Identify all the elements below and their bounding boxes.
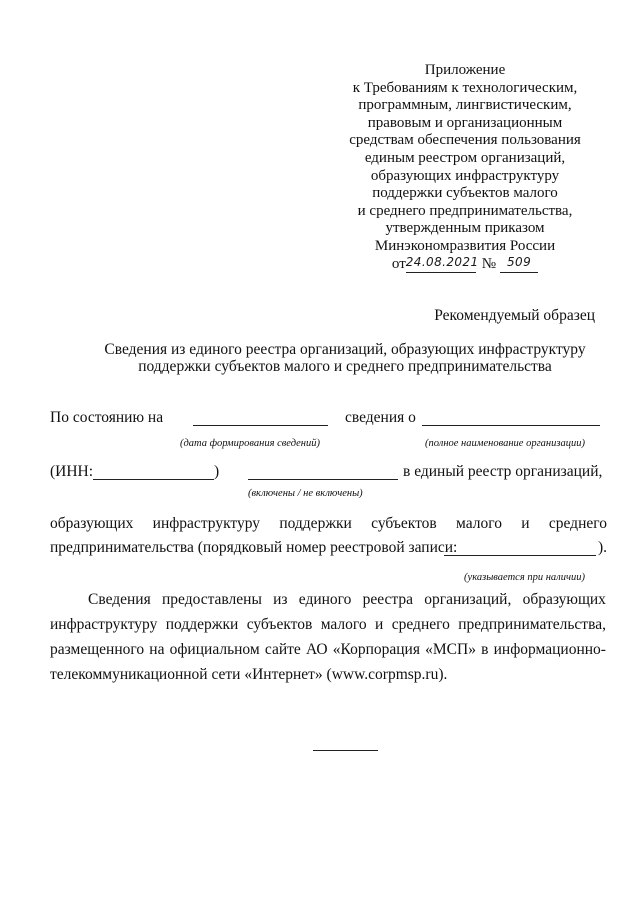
paragraph-line [50,641,606,659]
word: предоставлены [161,591,262,608]
organization-name-blank[interactable] [422,425,600,426]
inn-blank[interactable] [93,479,214,480]
word: инфраструктуру [152,515,261,532]
word: субъектов [246,616,313,633]
word: образующих [522,591,606,608]
inn-label: (ИНН: [50,463,94,480]
appendix-line: Минэкономразвития России [374,237,556,254]
appendix-line: утвержденным приказом [385,220,545,237]
record-number-label: предпринимательства (порядковый номер реестровой записи: [50,539,458,556]
word: официальном [169,641,260,658]
paragraph-line: телекоммуникационной сети «Интернет» (www.corpmsp.ru). [50,666,448,683]
word: из [273,591,288,608]
order-date: 24.08.2021 [405,255,479,270]
sample-label: Рекомендуемый образец [434,307,595,324]
word: поддержки [165,616,239,633]
word: «МСП» [425,641,476,658]
as-of-label: По состоянию на [50,409,164,426]
date-caption: (дата формирования сведений) [180,438,321,449]
registry-text: в единый реестр организаций, [403,463,603,480]
word: образующих [50,515,134,532]
appendix-line: Приложение [424,62,506,78]
appendix-line: к Требованиям к технологическим, [352,79,578,96]
status-caption: (включены / не включены) [248,488,363,499]
appendix-line: поддержки субъектов малого [372,185,558,202]
record-caption: (указывается при наличии) [464,572,585,583]
word: и [521,515,530,532]
word: Сведения [88,591,151,608]
document-title [60,341,630,375]
date-blank[interactable] [193,425,328,426]
order-number-field [500,257,538,273]
word: инфраструктуру [50,616,158,633]
word: малого [456,515,502,532]
organization-caption: (полное наименование организации) [425,438,585,449]
word: среднего [391,616,450,633]
word: и [375,616,384,633]
word: среднего [548,515,607,532]
order-date-field [405,255,479,273]
appendix-header [335,62,595,273]
form-text-line [50,515,607,533]
order-date-line [335,256,595,274]
word: поддержки [279,515,352,532]
paragraph-line [88,591,606,609]
word: АО [305,641,328,658]
inn-close: ) [214,463,220,480]
word: организаций, [424,591,512,608]
appendix-line: средствам обеспечения пользования [349,132,581,149]
end-separator [313,750,378,751]
number-sign: № [481,255,497,272]
appendix-line: программным, лингвистическим, [358,97,572,114]
word: реестра [362,591,413,608]
order-number: 509 [507,255,532,270]
word: «Корпорация [332,641,420,658]
word: сайте [264,641,301,658]
word: на [149,641,165,658]
title-line: поддержки субъектов малого и среднего предпринимательства [138,358,552,375]
title-line: Сведения из единого реестра организаций, образующих инфраструктуру [104,341,586,358]
appendix-line: единым реестром организаций, [364,149,566,166]
info-about-label: сведения о [345,409,416,426]
word: предпринимательства, [458,616,606,633]
word: размещенного [50,641,145,658]
appendix-line: и среднего предпринимательства, [357,202,573,219]
word: единого [298,591,352,608]
word: информационно- [493,641,606,658]
record-number-blank[interactable] [444,555,596,556]
appendix-line: правовым и организационным [367,114,563,131]
word: в [481,641,489,658]
status-blank[interactable] [248,479,398,480]
paragraph-line [50,616,606,634]
date-prefix: от [391,255,406,272]
appendix-line: образующих инфраструктуру [370,167,560,184]
word: субъектов [371,515,437,532]
record-number-close: ). [598,539,608,556]
word: малого [320,616,367,633]
